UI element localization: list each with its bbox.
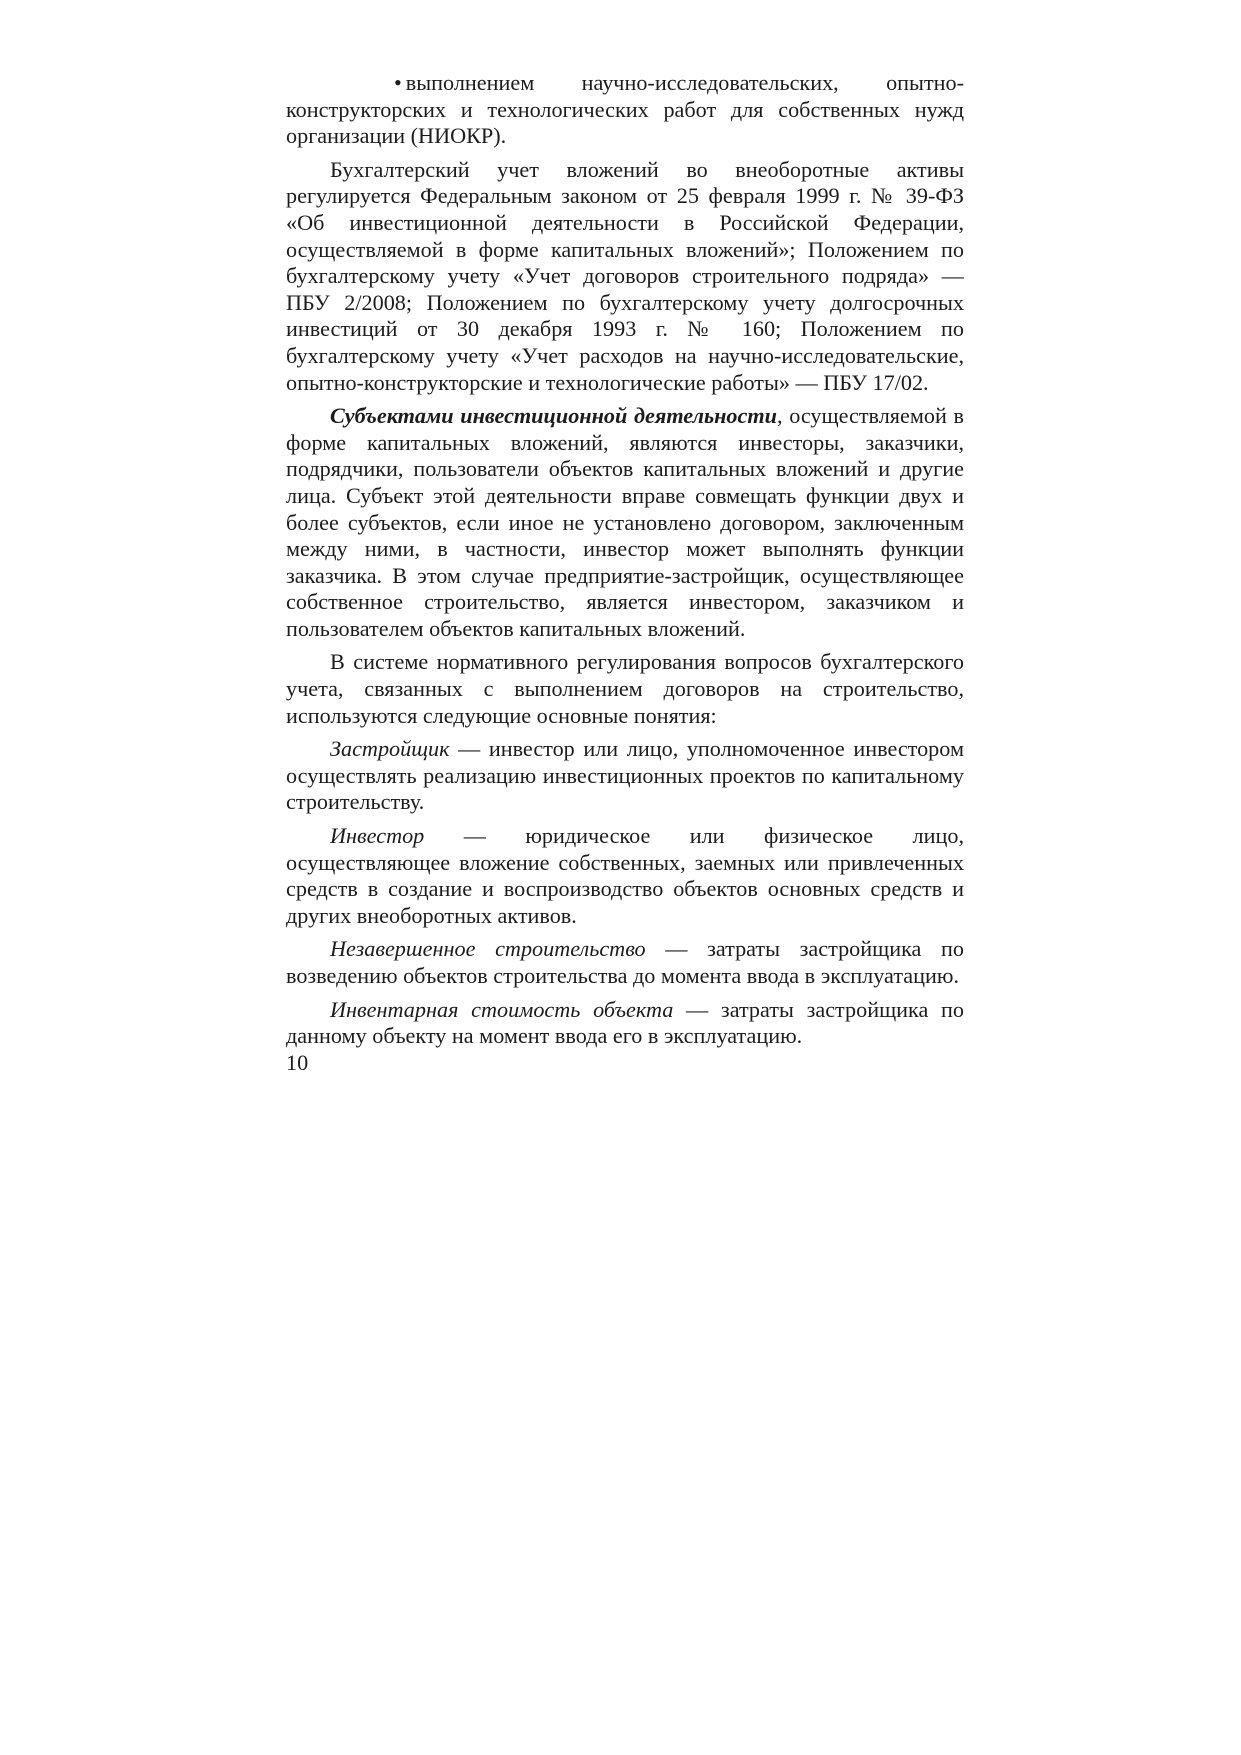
paragraph-investment-subjects xyxy=(286,403,964,642)
definition-text: — юридическое или физическое лицо, осуществляющее вложение собственных, заемных или привлеченных средств в создание и воспроизводство объектов основных средств и других внеоборотных активов. xyxy=(286,823,964,928)
definition-investor xyxy=(286,823,964,929)
paragraph-regulation: Бухгалтерский учет вложений во внеоборотные активы регулируется Федеральным законом от 25 февраля 1999 г. № 39-ФЗ «Об инвестиционной деятельности в Российской Федерации, осуществляемой в форме капитальных вложений»; Положением по бухгалтерскому учету «Учет договоров строительного подряда» — ПБУ 2/2008; Положением по бухгалтерскому учету долгосрочных инвестиций от 30 декабря 1993 г. № 160; Положением по бухгалтерскому учету «Учет расходов на научно-исследовательские, опытно-конструкторские и технологические работы» — ПБУ 17/02. xyxy=(286,156,964,395)
bullet-item-text: выполнением научно-исследовательских, опытно-конструкторских и технологических работ для собственных нужд организации (НИОКР). xyxy=(286,70,964,149)
definition-inventory-cost xyxy=(286,997,964,1050)
definition-term: Инвентарная стоимость объекта xyxy=(330,996,674,1022)
paragraph-investment-subjects-text: , осуществляемой в форме капитальных вложений, являются инвесторы, заказчики, подрядчики, пользователи объектов капитальных вложений и другие лица. Субъект этой деятельности вправе совмещать функции двух и более субъектов, если иное не установлено договором, заключенным между ними, в частности, инвестор может выполнять функции заказчика. В этом случае предприятие-застройщик, осуществляющее собственное строительство, является инвестором, заказчиком и пользователем объектов капитальных вложений. xyxy=(286,403,965,641)
definition-construction-in-progress xyxy=(286,936,964,989)
paragraph-basic-concepts: В системе нормативного регулирования вопросов бухгалтерского учета, связанных с выполнением договоров на строительство, используются следующие основные понятия: xyxy=(286,649,964,728)
page-text-column xyxy=(286,70,964,1057)
definition-term: Застройщик xyxy=(330,736,450,762)
definition-text: — затраты застройщика по возведению объектов строительства до момента ввода в эксплуатацию. xyxy=(286,936,964,988)
definition-developer xyxy=(286,736,964,816)
bullet-icon: • xyxy=(394,70,402,95)
definition-text: — затраты застройщика по данному объекту на момент ввода его в эксплуатацию. xyxy=(286,996,965,1049)
definition-term: Незавершенное строительство xyxy=(330,936,646,962)
bullet-item-niokr xyxy=(286,70,964,150)
definition-text: — инвестор или лицо, уполномоченное инвестором осуществлять реализацию инвестиционных проектов по капитальному строительству. xyxy=(286,736,964,815)
term-investment-subjects: Субъектами инвестиционной деятельности xyxy=(330,403,777,429)
page-number: 10 xyxy=(286,1050,309,1075)
definition-term: Инвестор xyxy=(330,823,425,849)
